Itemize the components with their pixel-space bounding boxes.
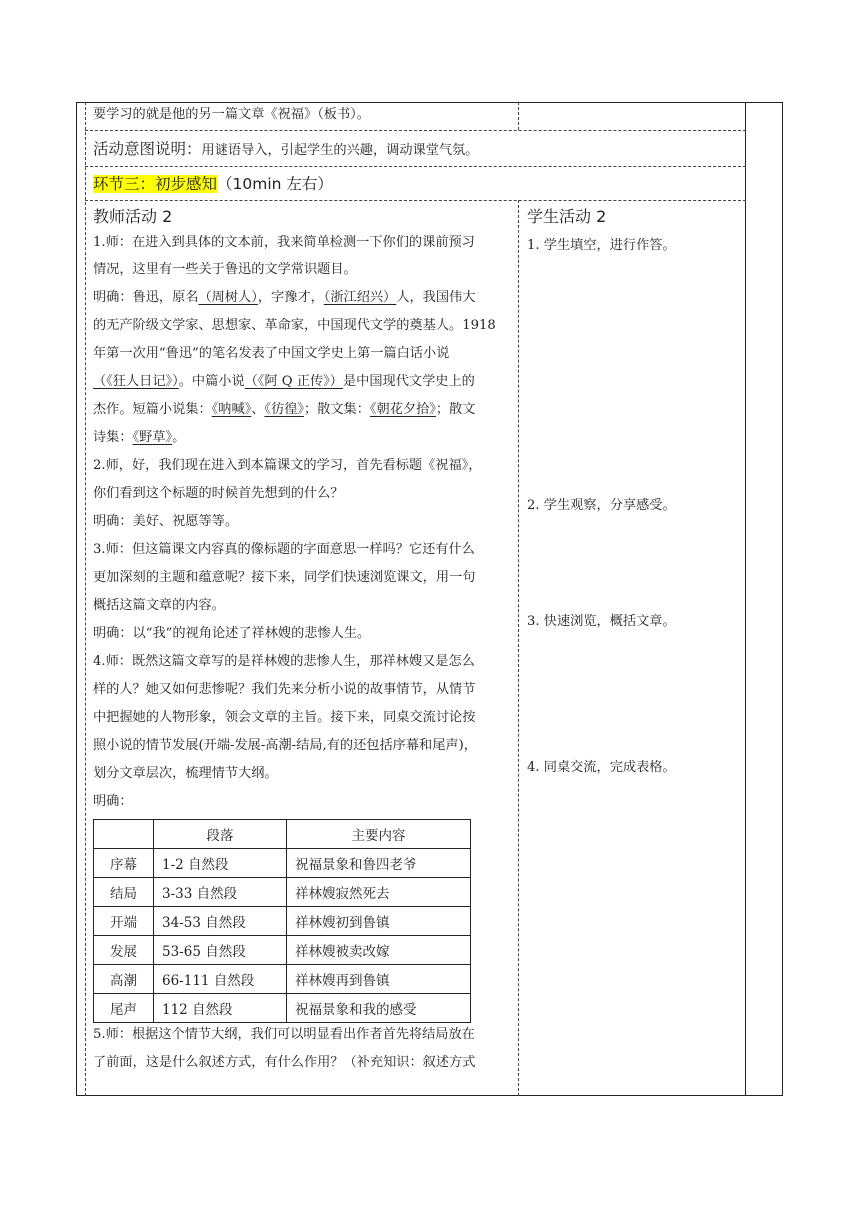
section-title: 环节三：初步感知 xyxy=(93,175,218,193)
table-cell: 祥林嫂寂然死去 xyxy=(287,878,471,907)
table-row xyxy=(94,936,471,965)
q2-line: 你们看到这个标题的时候首先想到的什么？ xyxy=(93,486,344,501)
q5-line: 5.师：根据这个情节大纲，我们可以明显看出作者首先将结局放在 xyxy=(93,1027,475,1042)
table-cell: 34-53 自然段 xyxy=(154,907,287,936)
answer-text: 杰作。短篇小说集： xyxy=(93,402,212,417)
teacher-line: 1.师：在进入到具体的文本前，我来简单检测一下你们的课前预习 xyxy=(93,235,475,250)
table-cell: 结局 xyxy=(94,878,154,907)
table-cell: 祝福景象和鲁四老爷 xyxy=(287,849,471,878)
activity-note-label: 活动意图说明： xyxy=(93,140,202,158)
answer-text: 。中篇小说 xyxy=(178,374,245,389)
answer-blank: 《朝花夕拾》 xyxy=(369,402,436,417)
table-cell: 祥林嫂初到鲁镇 xyxy=(287,907,471,936)
student-item: 2. 学生观察，分享感受。 xyxy=(527,498,676,513)
row-divider xyxy=(85,166,746,167)
q1-answer-line xyxy=(93,283,475,313)
answer-blank: （周树人） xyxy=(198,290,258,305)
q4-line: 4.师：既然这篇文章写的是祥林嫂的悲惨人生，那祥林嫂又是怎么 xyxy=(93,654,475,669)
column-divider xyxy=(518,102,519,130)
answer-blank: 《野草》 xyxy=(132,430,173,445)
answer-blank: （《阿 Q 正传》） xyxy=(244,374,343,389)
answer-text: 诗集： xyxy=(93,430,133,445)
table-cell: 53-65 自然段 xyxy=(154,936,287,965)
activity-note-text: 用谜语导入，引起学生的兴趣，调动课堂气氛。 xyxy=(201,143,479,158)
q1-answer-line: 年第一次用“鲁迅”的笔名发表了中国文学史上第一篇白话小说 xyxy=(93,346,450,361)
q1-answer-line xyxy=(93,367,475,397)
table-header-cell: 主要内容 xyxy=(287,820,471,849)
q3-line: 更加深刻的主题和蕴意呢？接下来，同学们快速浏览课文，用一句 xyxy=(93,570,476,585)
table-row xyxy=(94,994,471,1023)
answer-text: 人，我国伟大 xyxy=(396,290,476,305)
q3-line: 3.师：但这篇课文内容真的像标题的字面意思一样吗？它还有什么 xyxy=(93,542,475,557)
answer-text: ；散文 xyxy=(435,402,476,417)
answer-text: 、 xyxy=(251,402,265,417)
q4-line: 照小说的情节发展(开端-发展-高潮-结局,有的还包括序幕和尾声)， xyxy=(93,738,477,753)
activity-note xyxy=(93,134,478,166)
student-item: 3. 快速浏览，概括文章。 xyxy=(527,614,676,629)
q4-line: 中把握她的人物形象，领会文章的主旨。接下来，同桌交流讨论按 xyxy=(93,710,476,725)
teacher-heading: 教师活动 2 xyxy=(93,207,173,226)
q5-line: 了前面，这是什么叙述方式，有什么作用？（补充知识：叙述方式 xyxy=(93,1055,476,1070)
table-cell: 高潮 xyxy=(94,965,154,994)
table-header-cell: 段落 xyxy=(154,820,287,849)
table-row xyxy=(94,965,471,994)
row-divider xyxy=(85,130,746,131)
table-cell: 112 自然段 xyxy=(154,994,287,1023)
table-cell: 序幕 xyxy=(94,849,154,878)
table-row xyxy=(94,907,471,936)
teacher-line: 情况，这里有一些关于鲁迅的文学常识题目。 xyxy=(93,262,357,277)
table-cell: 发展 xyxy=(94,936,154,965)
q3-line: 明确：以“我”的视角论述了祥林嫂的悲惨人生。 xyxy=(93,626,371,641)
top-row-text: 要学习的就是他的另一篇文章《祝福》（板书）。 xyxy=(93,107,370,122)
answer-blank: 《彷徨》 xyxy=(264,402,304,417)
q2-line: 2.师，好，我们现在进入到本篇课文的学习，首先看标题《祝福》， xyxy=(93,458,482,473)
answer-text: ，字豫才， xyxy=(257,290,324,305)
column-divider xyxy=(518,200,519,1096)
answer-blank: （《狂人日记》） xyxy=(93,374,179,389)
table-header-row xyxy=(94,820,471,849)
table-cell: 3-33 自然段 xyxy=(154,878,287,907)
student-item: 1. 学生填空，进行作答。 xyxy=(527,238,676,253)
row-divider xyxy=(85,200,746,201)
section-heading xyxy=(93,169,333,199)
answer-blank: （浙江绍兴） xyxy=(323,290,397,305)
q2-line: 明确：美好、祝愿等等。 xyxy=(93,514,239,529)
answer-text: 是中国现代文学史上的 xyxy=(342,374,475,389)
table-cell: 开端 xyxy=(94,907,154,936)
answer-text: 。 xyxy=(172,430,186,445)
table-cell: 祝福景象和我的感受 xyxy=(287,994,471,1023)
q4-line: 划分文章层次，梳理情节大纲。 xyxy=(93,766,278,781)
q4-line: 明确： xyxy=(93,794,133,809)
q1-answer-line xyxy=(93,395,475,425)
table-cell: 祥林嫂被卖改嫁 xyxy=(287,936,471,965)
table-row xyxy=(94,878,471,907)
student-heading: 学生活动 2 xyxy=(527,207,607,226)
plot-outline-table xyxy=(93,819,471,1023)
q3-line: 概括这篇文章的内容。 xyxy=(93,598,225,613)
table-cell: 尾声 xyxy=(94,994,154,1023)
table-row xyxy=(94,849,471,878)
answer-text: 明确：鲁迅，原名 xyxy=(93,290,199,305)
q1-answer-line: 的无产阶级文学家、思想家、革命家，中国现代文学的奠基人。1918 xyxy=(93,318,496,333)
q1-answer-line xyxy=(93,423,185,453)
table-cell: 祥林嫂再到鲁镇 xyxy=(287,965,471,994)
answer-text: ；散文集： xyxy=(304,402,370,417)
table-cell: 1-2 自然段 xyxy=(154,849,287,878)
q4-line: 样的人？她又如何悲惨呢？我们先来分析小说的故事情节，从情节 xyxy=(93,682,476,697)
student-item: 4. 同桌交流，完成表格。 xyxy=(527,760,676,775)
table-cell: 66-111 自然段 xyxy=(154,965,287,994)
section-time: （10min 左右） xyxy=(217,175,333,193)
table-header-cell xyxy=(94,820,154,849)
answer-blank: 《呐喊》 xyxy=(211,402,252,417)
